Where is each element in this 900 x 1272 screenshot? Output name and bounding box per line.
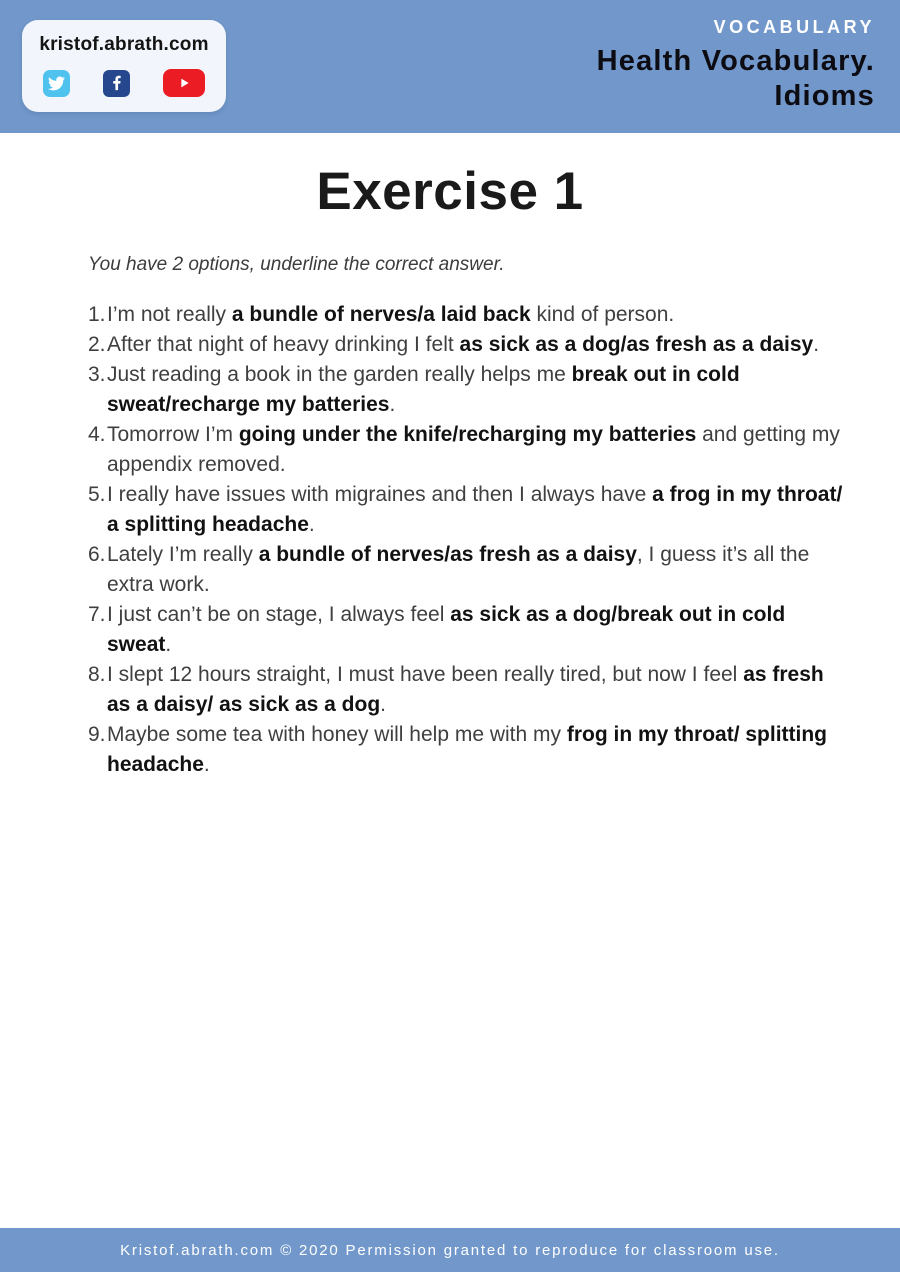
sheet-title-line1: Health Vocabulary. — [596, 45, 875, 77]
item-number: 8. — [88, 663, 106, 686]
item-text: I slept 12 hours straight, I must have been really tired, but now I feel as fresh as a daisy/ as sick as a dog. — [107, 663, 824, 716]
item-number: 6. — [88, 543, 106, 566]
social-icons-row — [22, 69, 226, 97]
list-item — [88, 330, 852, 360]
header-titles — [597, 0, 875, 114]
list-item — [88, 540, 852, 600]
item-text: Tomorrow I’m going under the knife/recharging my batteries and getting my appendix removed. — [107, 423, 840, 476]
item-text: After that night of heavy drinking I felt as sick as a dog/as fresh as a daisy. — [107, 333, 820, 356]
list-item — [88, 480, 852, 540]
item-text: Just reading a book in the garden really helps me break out in cold sweat/recharge my batteries. — [107, 363, 740, 416]
header-bar — [0, 0, 900, 133]
item-number: 1. — [88, 303, 106, 326]
list-item — [88, 600, 852, 660]
twitter-icon[interactable] — [43, 70, 70, 97]
list-item — [88, 300, 852, 330]
item-number: 5. — [88, 483, 106, 506]
sheet-title-line2: Idioms — [774, 80, 875, 112]
copyright-text: Kristof.abrath.com © 2020 Permission granted to reproduce for classroom use. — [120, 1241, 780, 1259]
item-number: 9. — [88, 723, 106, 746]
item-text: Lately I’m really a bundle of nerves/as fresh as a daisy, I guess it’s all the extra work. — [107, 543, 810, 596]
item-text: I’m not really a bundle of nerves/a laid back kind of person. — [107, 303, 675, 326]
item-number: 2. — [88, 333, 106, 356]
facebook-icon[interactable] — [103, 70, 130, 97]
worksheet-body — [0, 133, 900, 780]
item-number: 3. — [88, 363, 106, 386]
item-text: I just can’t be on stage, I always feel as sick as a dog/break out in cold sweat. — [107, 603, 786, 656]
brand-card[interactable] — [22, 20, 226, 112]
vocabulary-label: VOCABULARY — [713, 17, 875, 37]
list-item — [88, 660, 852, 720]
item-text: I really have issues with migraines and then I always have a frog in my throat/ a splitting headache. — [107, 483, 843, 536]
item-number: 4. — [88, 423, 106, 446]
exercise-list — [88, 300, 852, 780]
list-item — [88, 420, 852, 480]
list-item — [88, 720, 852, 780]
youtube-icon[interactable] — [163, 69, 205, 97]
sheet-title — [597, 44, 875, 114]
site-name[interactable]: kristof.abrath.com — [39, 34, 209, 55]
instruction-text: You have 2 options, underline the correct answer. — [88, 254, 505, 275]
footer-bar — [0, 1228, 900, 1272]
list-item — [88, 360, 852, 420]
item-text: Maybe some tea with honey will help me with my frog in my throat/ splitting headache. — [107, 723, 828, 776]
exercise-title: Exercise 1 — [316, 162, 584, 221]
item-number: 7. — [88, 603, 106, 626]
